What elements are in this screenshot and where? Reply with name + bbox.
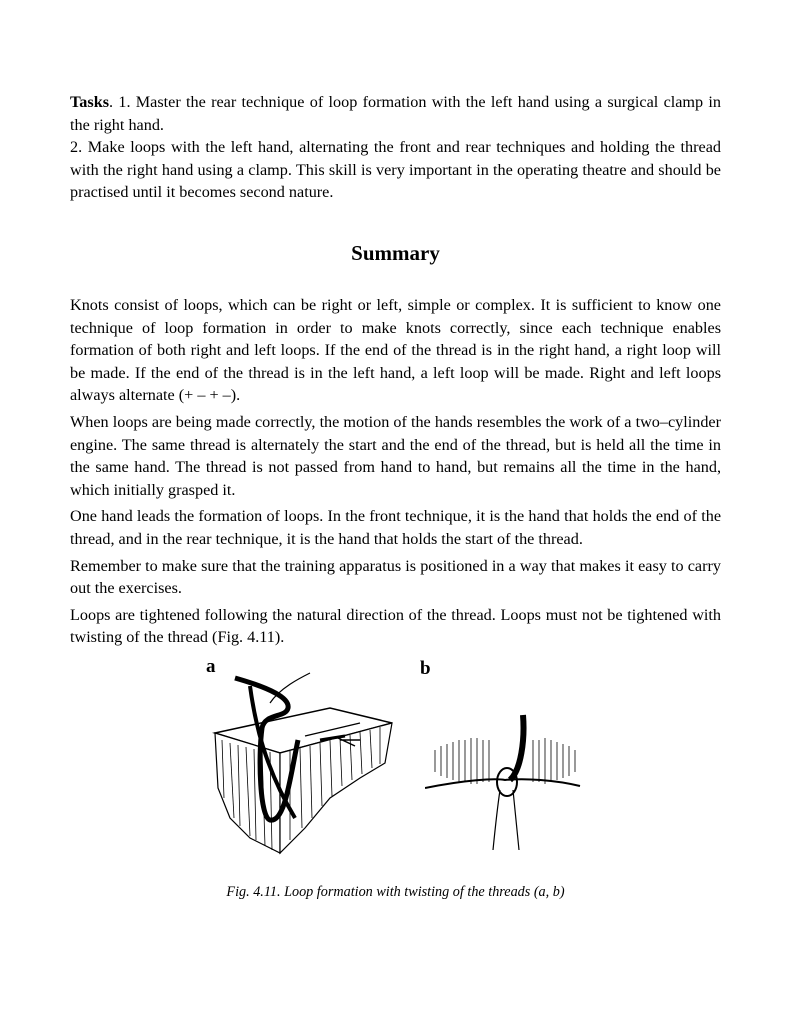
figure-caption: Fig. 4.11. Loop formation with twisting of the threads (a, b) (226, 884, 565, 900)
tasks-item-2: 2. Make loops with the left hand, alternating the front and rear techniques and holding the thread with the right hand using a clamp. This skill is very important in the operating theatre and should be practised until it becomes second nature. (70, 138, 721, 202)
tasks-item-1-text: . 1. Master the rear technique of loop formation with the left hand using a surgical clamp in the right hand. (70, 93, 721, 134)
summary-heading: Summary (351, 240, 440, 265)
illustration-b (425, 710, 585, 855)
summary-paragraph-2: When loops are being made correctly, the motion of the hands resembles the work of a two–cylinder engine. The same thread is alternately the start and the end of the thread, but is held all the time in the same hand. The thread is not passed from hand to hand, but remains all the time in the hand, which initially grasped it. (70, 412, 721, 499)
summary-paragraph-4: Remember to make sure that the training apparatus is positioned in a way that makes it easy to carry out the exercises. (70, 556, 721, 598)
figure-label-a: a (206, 656, 216, 677)
summary-paragraph-5: Loops are tightened following the natural direction of the thread. Loops must not be tightened with twisting of the thread (Fig. 4.11). (70, 605, 721, 647)
summary-paragraph-1: Knots consist of loops, which can be right or left, simple or complex. It is sufficient to know one technique of loop formation in order to make knots correctly, since each technique enables formation of both right and left loops. If the end of the thread is in the right hand, a right loop will be made. If the end of the thread is in the left hand, a left loop will be made. Right and left loops always alternate (+ – + –). (70, 295, 721, 405)
illustration-a (210, 668, 400, 863)
document-body (70, 91, 721, 649)
figure-label-b: b (420, 658, 431, 679)
tasks-label: Tasks (70, 93, 110, 111)
summary-paragraph-3: One hand leads the formation of loops. In the front technique, it is the hand that holds the end of the thread, and in the rear technique, it is the hand that holds the start of the thread. (70, 507, 721, 548)
tasks-item-1 (70, 91, 721, 136)
